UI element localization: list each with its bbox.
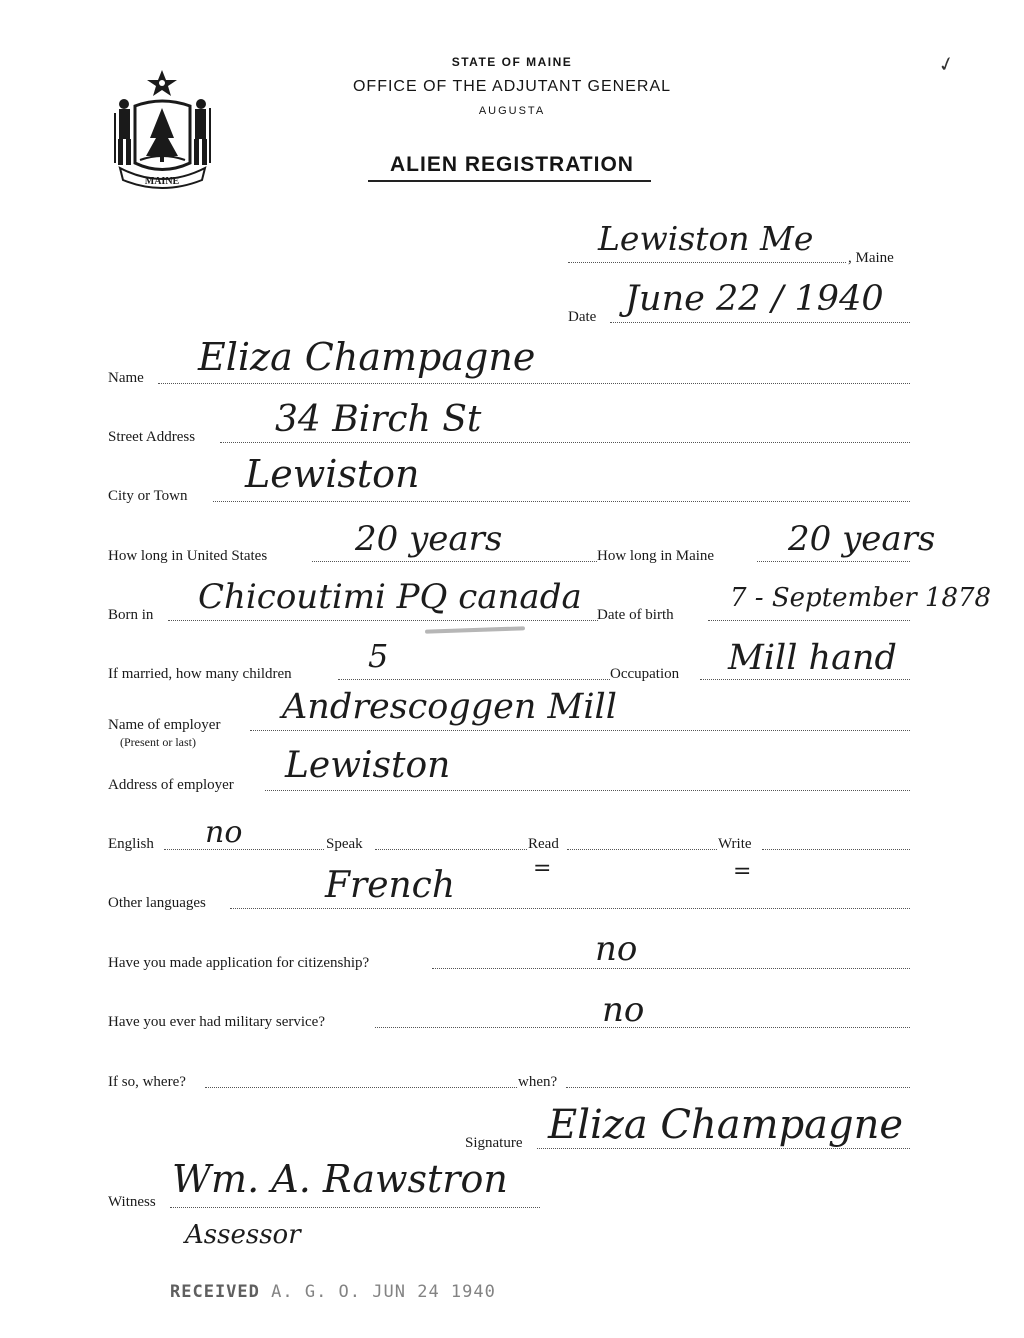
speak-line	[375, 849, 527, 850]
read-value: =	[533, 856, 552, 881]
date-value: June 22 / 1940	[625, 279, 884, 319]
date-of-birth-value: 7 - September 1878	[730, 583, 992, 613]
witness-title: Assessor	[185, 1220, 301, 1250]
how-long-maine-label: How long in Maine	[597, 548, 715, 564]
where-label: If so, where?	[108, 1074, 186, 1090]
how-long-maine-value: 20 years	[788, 519, 936, 559]
place-value: Lewiston Me	[598, 219, 814, 258]
header-city: AUGUSTA	[478, 105, 546, 117]
how-long-us-label: How long in United States	[108, 548, 268, 564]
when-line	[566, 1087, 910, 1088]
title-underline	[368, 180, 651, 182]
employer-line	[250, 730, 910, 731]
other-languages-line	[230, 908, 910, 909]
english-line	[164, 849, 324, 850]
english-label: English	[108, 836, 154, 852]
maine-label: , Maine	[848, 250, 894, 266]
applicant-signature: Eliza Champagne	[548, 1102, 904, 1148]
write-value: =	[733, 859, 752, 884]
born-in-line	[168, 620, 598, 621]
city-label: City or Town	[108, 488, 188, 504]
stamp-received: RECEIVED	[170, 1282, 260, 1302]
where-line	[205, 1087, 517, 1088]
born-in-value: Chicoutimi PQ canada	[198, 577, 582, 617]
read-line	[567, 849, 717, 850]
form-title: ALIEN REGISTRATION	[390, 153, 634, 176]
occupation-label: Occupation	[610, 666, 680, 682]
stamp-agency: A. G. O.	[271, 1282, 362, 1302]
stamp-date: JUN 24 1940	[372, 1282, 496, 1302]
citizenship-line	[432, 968, 910, 969]
city-line	[213, 501, 910, 502]
read-label: Read	[528, 836, 559, 852]
citizenship-label: Have you made application for citizenship?	[108, 955, 370, 971]
how-long-us-value: 20 years	[355, 519, 503, 559]
check-mark-icon: ✓	[935, 50, 958, 78]
date-of-birth-label: Date of birth	[597, 607, 674, 623]
occupation-line	[700, 679, 910, 680]
how-long-maine-line	[757, 561, 910, 562]
name-label: Name	[108, 370, 144, 386]
street-address-line	[220, 442, 910, 443]
place-line	[568, 262, 846, 263]
military-value: no	[602, 990, 645, 1030]
other-languages-label: Other languages	[108, 895, 206, 911]
received-stamp	[170, 1282, 496, 1302]
signature-line	[537, 1148, 910, 1149]
city-value: Lewiston	[245, 452, 420, 496]
pencil-underline	[425, 626, 525, 633]
employer-address-label: Address of employer	[108, 777, 234, 793]
how-long-us-line	[312, 561, 597, 562]
employer-address-value: Lewiston	[285, 745, 451, 786]
employer-label: Name of employer	[108, 717, 221, 733]
born-in-label: Born in	[108, 607, 154, 623]
write-label: Write	[718, 836, 752, 852]
date-of-birth-line	[708, 620, 910, 621]
street-address-value: 34 Birch St	[275, 399, 482, 440]
header-state: STATE OF MAINE	[451, 55, 573, 69]
employer-address-line	[265, 790, 910, 791]
military-label: Have you ever had military service?	[108, 1014, 325, 1030]
children-line	[338, 679, 610, 680]
speak-label: Speak	[326, 836, 363, 852]
children-label: If married, how many children	[108, 666, 292, 682]
other-languages-value: French	[325, 865, 456, 906]
witness-line	[170, 1207, 540, 1208]
name-line	[158, 383, 910, 384]
write-line	[762, 849, 910, 850]
witness-signature: Wm. A. Rawstron	[172, 1157, 508, 1201]
when-label: when?	[518, 1074, 558, 1090]
header-office: OFFICE OF THE ADJUTANT GENERAL	[352, 78, 672, 95]
citizenship-value: no	[595, 929, 638, 969]
seal-banner-text: MAINE	[144, 176, 180, 187]
date-label: Date	[568, 309, 597, 325]
children-value: 5	[368, 637, 389, 675]
signature-label: Signature	[465, 1135, 523, 1151]
witness-label: Witness	[108, 1194, 156, 1210]
employer-value: Andrescoggen Mill	[282, 687, 617, 727]
date-line	[610, 322, 910, 323]
street-address-label: Street Address	[108, 429, 196, 445]
name-value: Eliza Champagne	[198, 335, 536, 379]
occupation-value: Mill hand	[728, 638, 897, 678]
employer-sublabel: (Present or last)	[120, 735, 196, 749]
english-value: no	[205, 815, 243, 850]
